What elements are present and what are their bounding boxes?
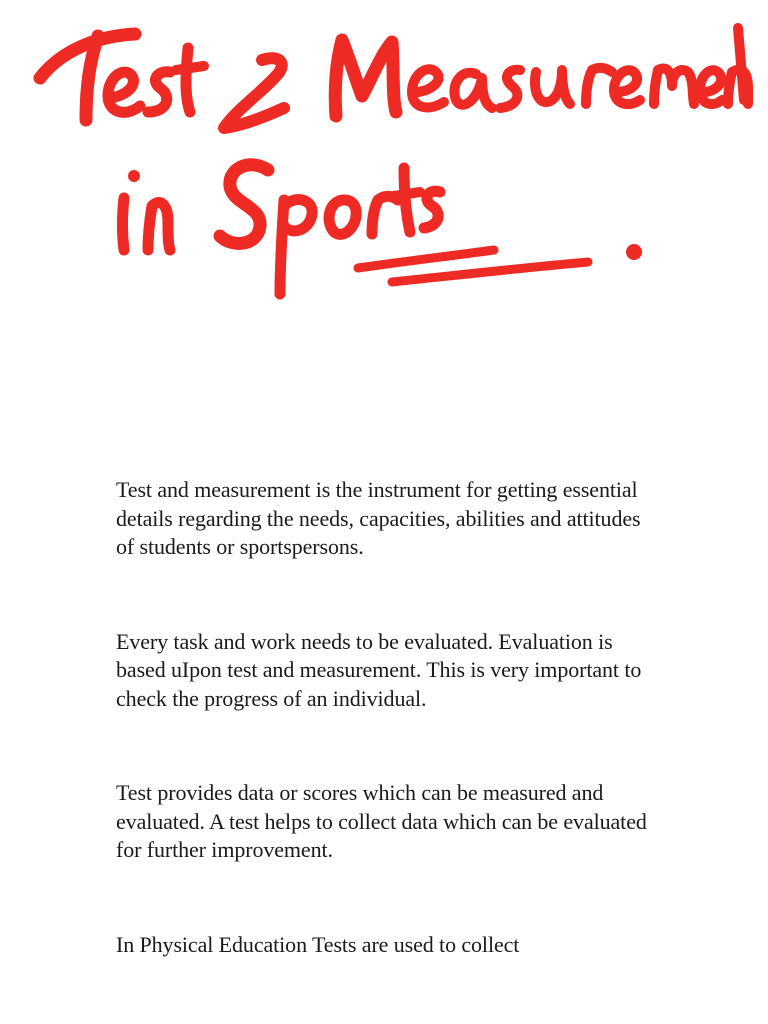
paragraph: Test provides data or scores which can be measured and evaluated. A test helps to collect data which can be evaluated for further improvement.	[116, 780, 647, 862]
paragraph: In Physical Education Tests are used to collect	[116, 931, 520, 957]
paragraph: Test and measurement is the instrument for getting essential details regarding the needs, capacities, abilities and attitudes of students or sportspersons.	[116, 477, 641, 559]
handwritten-title-drawing	[0, 0, 768, 320]
body-text	[116, 476, 656, 959]
handwritten-title	[0, 0, 768, 320]
paragraph: Every task and work needs to be evaluated. Evaluation is based uIpon test and measurement. This is very important to check the progress of an individual.	[116, 628, 642, 711]
